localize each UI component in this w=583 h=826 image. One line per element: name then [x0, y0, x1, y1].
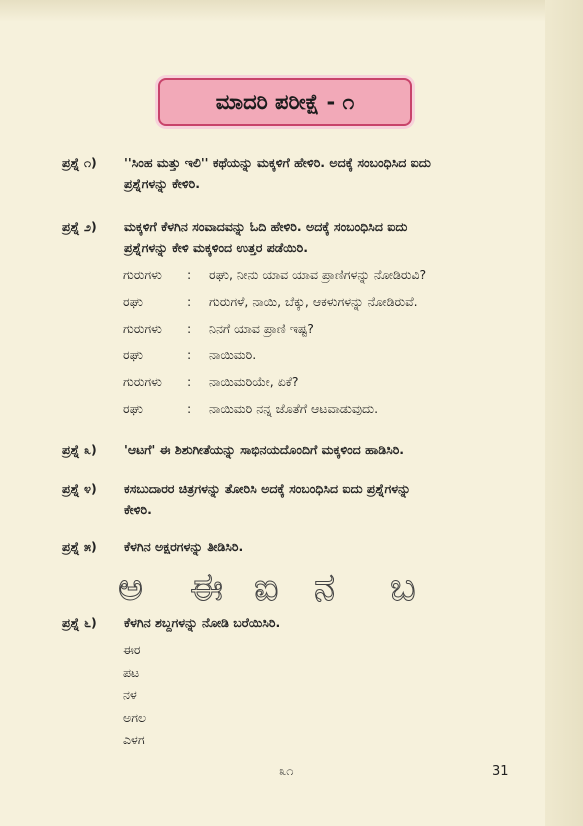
- question-5: [62, 536, 522, 557]
- page-top-shade: [0, 0, 583, 22]
- question-number: ಪ್ರಶ್ನೆ ೧): [62, 155, 97, 170]
- question-6: [62, 612, 522, 633]
- word-item: ಪಟ: [123, 664, 140, 680]
- tracing-letters: [118, 563, 438, 615]
- speaker: ರಘು: [123, 294, 143, 309]
- separator: :: [187, 267, 192, 282]
- trace-letter: ಈ: [190, 565, 223, 609]
- dialogue-text: ರಘು, ನೀನು ಯಾವ ಯಾವ ಪ್ರಾಣಿಗಳನ್ನು ನೋಡಿರುವಿ?: [209, 267, 427, 282]
- question-text: ಕೆಳಗಿನ ಅಕ್ಷರಗಳನ್ನು ತೀಡಿಸಿರಿ.: [124, 539, 244, 554]
- dialogue-text: ನಿನಗೆ ಯಾವ ಪ್ರಾಣಿ ಇಷ್ಟ?: [209, 321, 314, 336]
- question-text-cont: ಕೇಳಿರಿ.: [124, 502, 152, 517]
- trace-letter: ನ: [314, 565, 336, 609]
- speaker: ರಘು: [123, 401, 143, 416]
- word-item: ಈರ: [123, 642, 141, 657]
- dialogue-text: ನಾಯಿಮರಿಯೇ, ಏಕೆ?: [209, 374, 299, 389]
- page-title: ಮಾದರಿ ಪರೀಕ್ಷೆ - ೧: [215, 89, 355, 114]
- separator: :: [187, 321, 192, 336]
- speaker: ಗುರುಗಳು: [123, 374, 162, 389]
- speaker: ರಘು: [123, 347, 143, 362]
- dialogue-text: ನಾಯಿಮರಿ ನನ್ನ ಜೊತೆಗೆ ಆಟವಾಡುವುದು.: [209, 401, 379, 416]
- question-text: ಮಕ್ಕಳಿಗೆ ಕೆಳಗಿನ ಸಂವಾದವನ್ನು ಓದಿ ಹೇಳಿರಿ. ಅದಕ್ಕೆ ಸಂಬಂಧಿಸಿದ ಐದು: [124, 219, 408, 234]
- dialogue-line: [123, 292, 418, 312]
- trace-letter: ಅ: [118, 565, 144, 609]
- question-number: ಪ್ರಶ್ನೆ ೨): [62, 219, 97, 234]
- question-number: ಪ್ರಶ್ನೆ ೩): [62, 442, 97, 457]
- question-text-cont: ಪ್ರಶ್ನೆಗಳನ್ನು ಕೇಳಿ ಮಕ್ಕಳಿಂದ ಉತ್ತರ ಪಡೆಯಿರಿ.: [124, 240, 308, 255]
- word-item: ಅಗಲ: [123, 709, 147, 725]
- dialogue-line: [123, 399, 378, 419]
- dialogue-line: [123, 265, 426, 285]
- question-number: ಪ್ರಶ್ನೆ ೬): [62, 615, 97, 630]
- dialogue-text: ಗುರುಗಳೆ, ನಾಯಿ, ಬೆಕ್ಕು, ಆಕಳುಗಳನ್ನು ನೋಡಿರುವೆ.: [209, 294, 418, 309]
- question-number: ಪ್ರಶ್ನೆ ೪): [62, 481, 97, 496]
- question-text: ಕೆಳಗಿನ ಶಬ್ದಗಳನ್ನು ನೋಡಿ ಬರೆಯಿಸಿರಿ.: [124, 615, 281, 630]
- separator: :: [187, 401, 192, 416]
- question-text: 'ಆಟಗೆ' ಈ ಶಿಶುಗೀತೆಯನ್ನು ಸಾಭಿನಯದೊಂದಿಗೆ ಮಕ್ಕಳಿಂದ ಹಾಡಿಸಿರಿ.: [124, 442, 405, 457]
- dialogue-line: [123, 345, 256, 365]
- speaker: ಗುರುಗಳು: [123, 321, 162, 336]
- trace-letter: ಐ: [254, 565, 279, 609]
- dialogue-line: [123, 319, 314, 339]
- separator: :: [187, 294, 192, 309]
- question-3: [62, 439, 522, 460]
- question-2: [62, 216, 522, 258]
- question-4: [62, 478, 522, 520]
- word-item: ಎಳಗ: [123, 732, 145, 747]
- dialogue-line: [123, 372, 299, 392]
- question-1: [62, 152, 522, 194]
- dialogue-text: ನಾಯಿಮರಿ.: [209, 347, 257, 362]
- word-list: [123, 639, 146, 752]
- page-number: 31: [492, 764, 509, 779]
- question-number: ಪ್ರಶ್ನೆ ೫): [62, 539, 97, 554]
- word-item: ನಳ: [123, 687, 137, 702]
- page-edge: [545, 0, 583, 826]
- separator: :: [187, 347, 192, 362]
- title-banner: [158, 78, 412, 126]
- question-text-cont: ಪ್ರಶ್ನೆಗಳನ್ನು ಕೇಳಿರಿ.: [124, 176, 201, 191]
- question-text: ''ಸಿಂಹ ಮತ್ತು ಇಲಿ'' ಕಥೆಯನ್ನು ಮಕ್ಕಳಿಗೆ ಹೇಳಿರಿ. ಅದಕ್ಕೆ ಸಂಬಂಧಿಸಿದ ಐದು: [124, 155, 431, 170]
- page-number-kannada: ೩೧: [279, 764, 294, 779]
- speaker: ಗುರುಗಳು: [123, 267, 162, 282]
- trace-letter: ಬ: [390, 565, 416, 609]
- question-text: ಕಸಬುದಾರರ ಚಿತ್ರಗಳನ್ನು ತೋರಿಸಿ ಅದಕ್ಕೆ ಸಂಬಂಧಿಸಿದ ಐದು ಪ್ರಶ್ನೆಗಳನ್ನು: [124, 481, 411, 496]
- separator: :: [187, 374, 192, 389]
